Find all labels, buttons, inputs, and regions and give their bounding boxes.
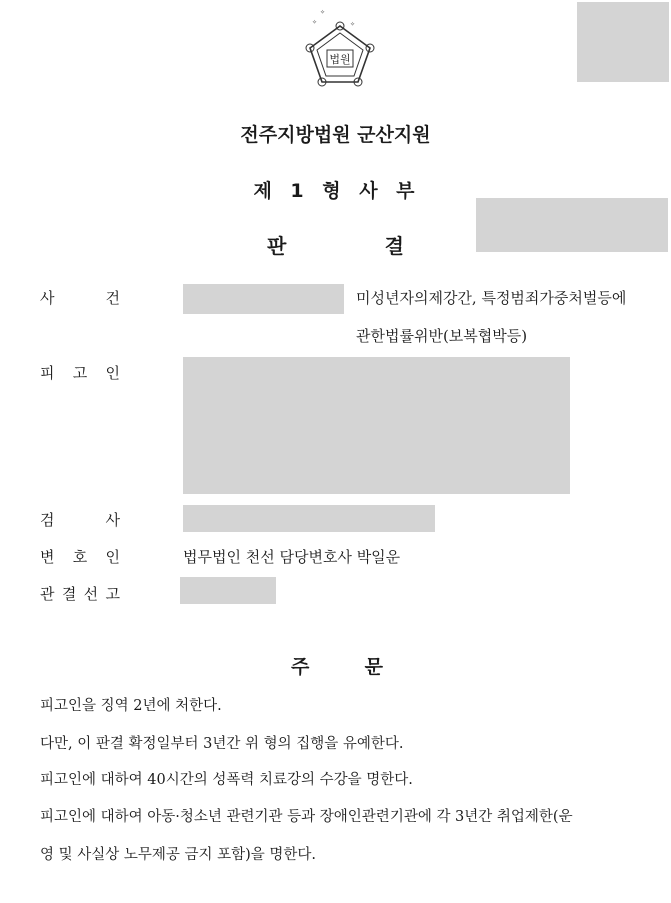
order-line: 영 및 사실상 노무제공 금지 포함)을 명한다. (40, 847, 317, 863)
redaction-prosecutor (183, 505, 435, 532)
verdict-date-label (40, 583, 120, 604)
label-char: 사 (105, 511, 120, 529)
seal-text: 법원 (329, 53, 351, 66)
title-char: 주 (291, 656, 310, 678)
order-title (291, 652, 383, 679)
label-char: 호 (72, 548, 88, 566)
counsel-value: 법무법인 천선 담당변호사 박일운 (183, 548, 401, 566)
order-line: 피고인을 징역 2년에 처한다. (40, 698, 222, 714)
order-line: 다만, 이 판결 확정일부터 3년간 위 형의 집행을 유예한다. (40, 736, 404, 752)
case-label (40, 287, 120, 308)
label-char: 인 (105, 364, 120, 382)
redaction-verdict-date (180, 577, 276, 604)
label-char: 인 (105, 548, 120, 566)
heading-char: 판 (267, 234, 287, 258)
case-value-line1: 미성년자의제강간, 특정범죄가중처벌등에 (356, 289, 627, 307)
redaction-defendant (183, 357, 570, 494)
label-char: 선 (83, 585, 99, 603)
defendant-label (40, 362, 120, 383)
svg-text:✧: ✧ (320, 9, 326, 16)
court-name: 전주지방법원 군산지원 (240, 124, 431, 146)
division-name: 제 1 형 사 부 (253, 180, 418, 202)
label-char: 결 (61, 585, 77, 603)
svg-text:✧: ✧ (312, 19, 318, 26)
title-char: 문 (364, 656, 383, 678)
redaction-case-number (183, 284, 344, 314)
label-char: 고 (72, 364, 88, 382)
label-char: 피 (40, 364, 55, 382)
document-heading (267, 230, 404, 259)
label-char: 사 (40, 289, 55, 307)
case-value-line2: 관한법률위반(보복협박등) (356, 327, 528, 345)
label-char: 검 (40, 511, 55, 529)
label-char: 관 (40, 585, 55, 603)
label-char: 변 (40, 548, 55, 566)
heading-char: 결 (384, 234, 404, 258)
svg-text:✧: ✧ (350, 21, 356, 28)
redaction-top-right (577, 2, 669, 82)
redaction-case-number-right (476, 198, 668, 252)
label-char: 건 (105, 289, 120, 307)
court-seal-icon (298, 4, 382, 88)
label-char: 고 (105, 585, 120, 603)
prosecutor-label (40, 509, 120, 530)
order-line: 피고인에 대하여 40시간의 성폭력 치료강의 수강을 명한다. (40, 772, 413, 788)
order-line: 피고인에 대하여 아동·청소년 관련기관 등과 장애인관련기관에 각 3년간 취업제한(운 (40, 809, 573, 825)
counsel-label (40, 546, 120, 567)
